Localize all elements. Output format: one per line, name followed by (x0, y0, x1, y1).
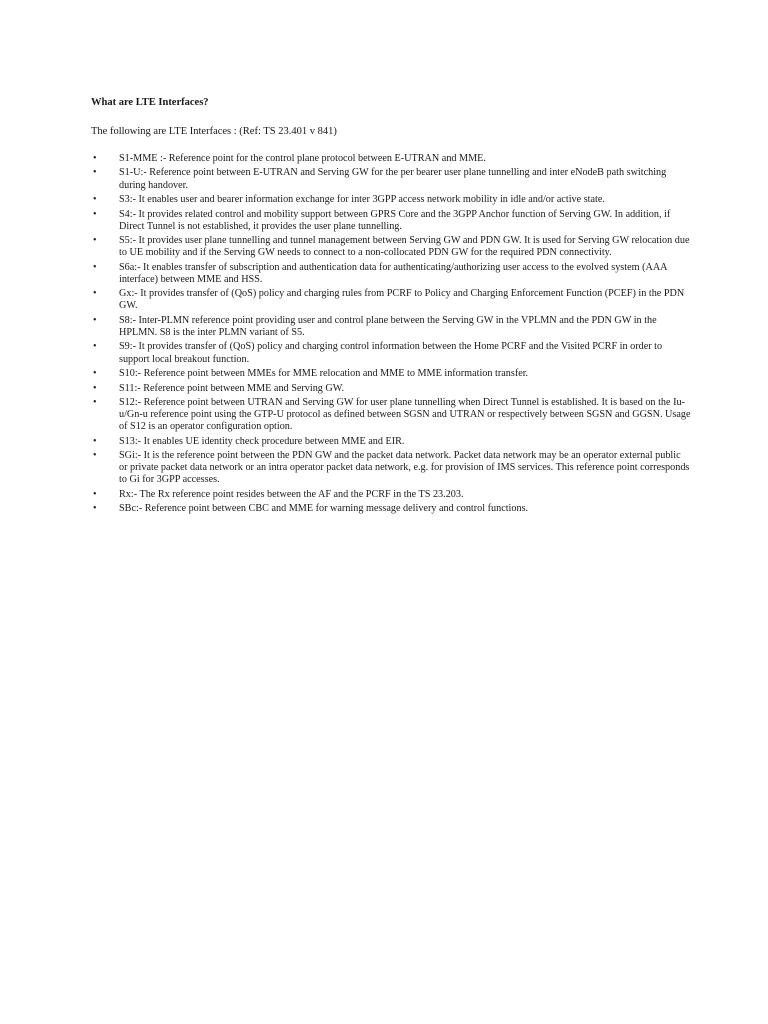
list-item-text: Rx:- The Rx reference point resides between the AF and the PCRF in the TS 23.203. (119, 488, 464, 500)
list-item-text: S6a:- It enables transfer of subscription and authentication data for authenticating/authorizing user access to the evolved system (AAA interface) between MME and HSS. (119, 261, 667, 285)
list-item-text: S4:- It provides related control and mobility support between GPRS Core and the 3GPP Anchor function of Serving GW. In addition, if Direct Tunnel is not established, it provides the user plane tunnelling. (119, 208, 671, 232)
bullet-icon: • (93, 396, 97, 408)
list-item (91, 235, 691, 259)
list-item-text: S11:- Reference point between MME and Serving GW. (119, 382, 345, 394)
document-page (91, 96, 691, 518)
list-item-text: S1-MME :- Reference point for the control plane protocol between E-UTRAN and MME. (119, 153, 486, 164)
bullet-icon: • (93, 235, 97, 247)
bullet-icon: • (93, 488, 97, 500)
bullet-icon: • (93, 450, 97, 462)
list-item (91, 288, 691, 312)
list-item-text: SBc:- Reference point between CBC and MME for warning message delivery and control functions. (119, 503, 529, 515)
interface-list (91, 153, 691, 515)
list-item (91, 153, 691, 165)
list-item-text: S3:- It enables user and bearer information exchange for inter 3GPP access network mobility in idle and/or active state. (119, 194, 605, 206)
list-item-text: S9:- It provides transfer of (QoS) policy and charging control information between the Home PCRF and the Visited PCRF in order to support local breakout function. (119, 341, 663, 365)
bullet-icon: • (93, 194, 97, 206)
list-item (91, 397, 691, 433)
list-item (91, 262, 691, 286)
list-item-text: SGi:- It is the reference point between the PDN GW and the packet data network. Packet data network may be an operator external public or private packet data network or an intra operator packet data network, e.g. for provision of IMS services. This reference point corresponds to Gi for 3GPP accesses. (119, 450, 690, 486)
list-item (91, 503, 691, 515)
list-item (91, 167, 691, 191)
bullet-icon: • (93, 167, 97, 179)
list-item-text: S1-U:- Reference point between E-UTRAN and Serving GW for the per bearer user plane tunnelling and inter eNodeB path switching during handover. (119, 167, 667, 191)
list-item (91, 194, 691, 206)
list-item (91, 209, 691, 233)
list-item (91, 489, 691, 501)
bullet-icon: • (93, 153, 97, 164)
bullet-icon: • (93, 368, 97, 380)
bullet-icon: • (93, 341, 97, 353)
list-item (91, 368, 691, 380)
list-item-text: Gx:- It provides transfer of (QoS) policy and charging rules from PCRF to Policy and Charging Enforcement Function (PCEF) in the PDN GW. (119, 288, 685, 312)
list-item-text: S12:- Reference point between UTRAN and Serving GW for user plane tunnelling when Direct Tunnel is established. It is based on the Iu-u/Gn-u reference point using the GTP-U protocol as defined between SGSN and UTRAN or respectively between SGSN and GGSN. Usage of S12 is an operator configuration option. (119, 396, 691, 433)
document-intro: The following are LTE Interfaces : (Ref: TS 23.401 v 841) (91, 126, 337, 137)
bullet-icon: • (93, 208, 97, 220)
bullet-icon: • (93, 261, 97, 273)
list-item (91, 341, 691, 365)
list-item (91, 383, 691, 395)
list-item-text: S5:- It provides user plane tunnelling and tunnel management between Serving GW and PDN GW. It is used for Serving GW relocation due to UE mobility and if the Serving GW needs to connect to a non-collocated PDN GW for the required PDN connectivity. (119, 235, 690, 259)
document-title: What are LTE Interfaces? (91, 97, 209, 108)
list-item (91, 450, 691, 486)
list-item (91, 436, 691, 448)
list-item-text: S8:- Inter-PLMN reference point providing user and control plane between the Serving GW in the VPLMN and the PDN GW in the HPLMN. S8 is the inter PLMN variant of S5. (119, 314, 657, 338)
bullet-icon: • (93, 503, 97, 515)
list-item (91, 315, 691, 339)
bullet-icon: • (93, 435, 97, 447)
bullet-icon: • (93, 314, 97, 326)
list-item-text: S13:- It enables UE identity check procedure between MME and EIR. (119, 435, 405, 447)
list-item-text: S10:- Reference point between MMEs for MME relocation and MME to MME information transfer. (119, 368, 529, 380)
bullet-icon: • (93, 382, 97, 394)
bullet-icon: • (93, 288, 97, 300)
